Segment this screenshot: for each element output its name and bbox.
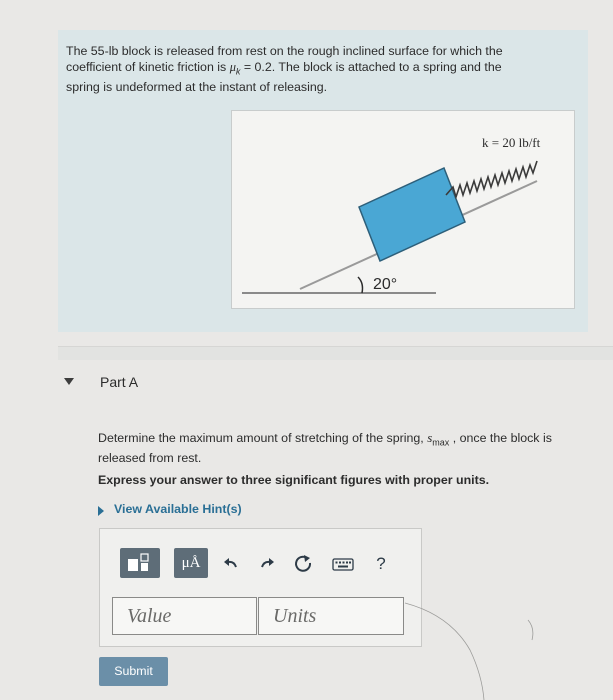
mu-A-units-icon: μÅ xyxy=(181,555,201,571)
block xyxy=(359,168,465,261)
answer-instruction: Express your answer to three significant figures with proper units. xyxy=(98,473,490,487)
answer-box xyxy=(99,528,422,647)
value-placeholder: Value xyxy=(127,605,172,627)
reset-icon[interactable] xyxy=(293,553,315,575)
angle-label: 20° xyxy=(373,276,398,293)
collapse-caret-icon[interactable] xyxy=(64,378,74,385)
question-text xyxy=(98,430,588,466)
templates-button[interactable] xyxy=(120,548,160,578)
value-input[interactable] xyxy=(112,597,257,635)
s-symbol: s xyxy=(427,430,433,445)
spring-constant-label: k = 20 lb/ft xyxy=(482,135,541,150)
mu-symbol: μ xyxy=(229,60,236,74)
problem-line-2b: = 0.2. The block is attached to a spring and the xyxy=(240,60,502,74)
undo-icon[interactable] xyxy=(220,553,242,575)
problem-line-3: spring is undeformed at the instant of releasing. xyxy=(66,80,328,95)
problem-line-2a: coefficient of kinetic friction is xyxy=(66,60,230,74)
mu-subscript: k xyxy=(235,66,241,77)
angle-arc xyxy=(358,277,363,293)
question-text-b: , once the block is released from rest. xyxy=(98,431,552,466)
problem-line-1: The 55-lb block is released from rest on the rough inclined surface for which the xyxy=(66,44,503,58)
problem-figure xyxy=(231,110,575,309)
units-button[interactable] xyxy=(174,548,208,578)
templates-icon xyxy=(120,548,160,578)
redo-icon[interactable] xyxy=(256,553,278,575)
section-divider xyxy=(58,346,613,360)
part-label: Part A xyxy=(100,374,139,390)
hints-label[interactable]: View Available Hint(s) xyxy=(114,502,242,516)
problem-statement xyxy=(66,43,566,95)
s-subscript: max xyxy=(432,437,450,448)
submit-button[interactable]: Submit xyxy=(99,657,168,686)
problem-panel xyxy=(58,30,588,332)
units-placeholder: Units xyxy=(273,605,317,627)
help-icon[interactable]: ? xyxy=(376,554,386,573)
expand-caret-icon[interactable] xyxy=(98,506,104,516)
keyboard-icon[interactable] xyxy=(332,553,354,575)
spring xyxy=(446,161,537,197)
units-input[interactable] xyxy=(258,597,404,635)
question-text-a: Determine the maximum amount of stretching of the spring, xyxy=(98,431,428,445)
